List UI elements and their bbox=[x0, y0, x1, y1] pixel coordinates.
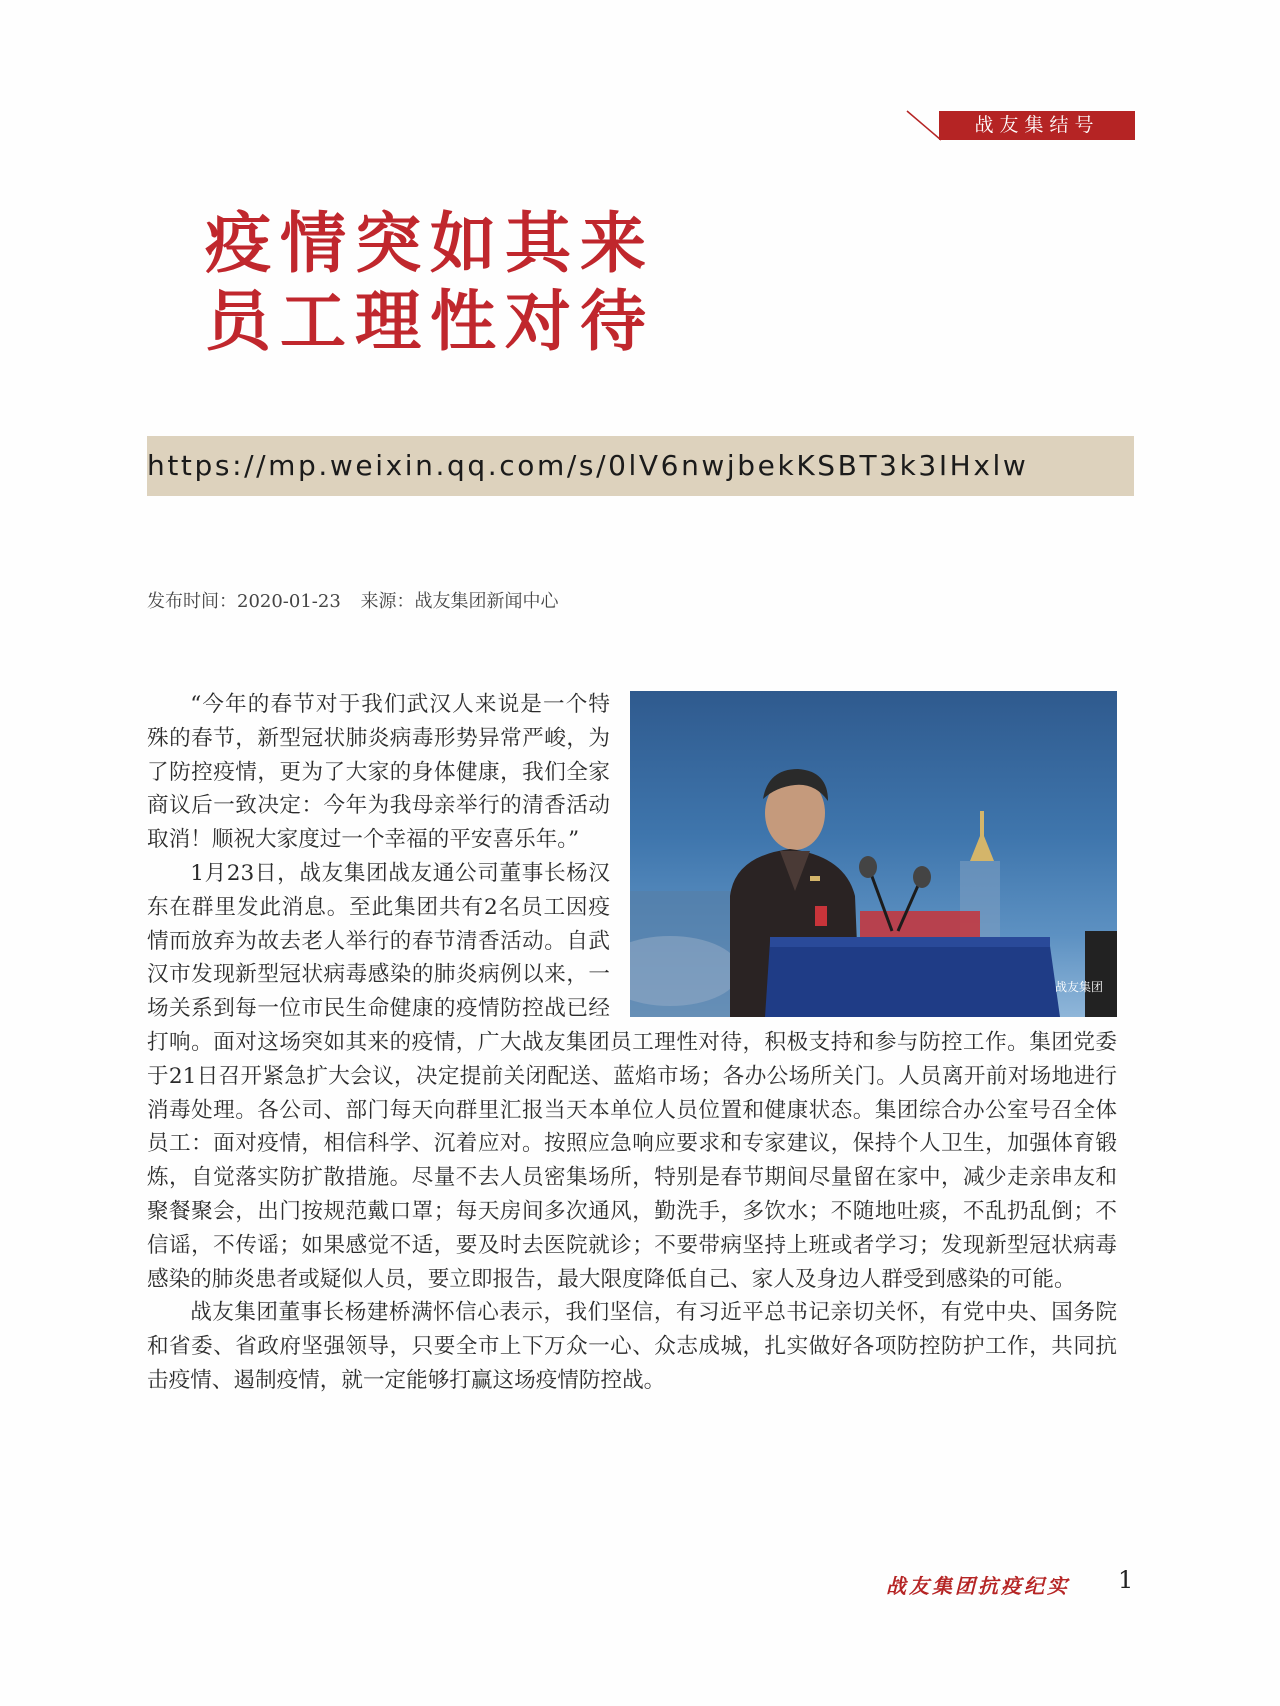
title-line-1: 疫情突如其来 bbox=[205, 205, 655, 282]
article-source: 来源：战友集团新闻中心 bbox=[360, 591, 559, 612]
speaker-photo bbox=[630, 691, 1117, 1017]
section-tag-label: 战友集结号 bbox=[939, 111, 1135, 140]
article-meta bbox=[147, 587, 573, 613]
paragraph-3: 战友集团董事长杨建桥满怀信心表示，我们坚信，有习近平总书记亲切关怀，有党中央、国务院和省委、省政府坚强领导，只要全市上下万众一心、众志成城，扎实做好各项防控防护工作，共同抗击疫情、遏制疫情，就一定能够打赢这场疫情防控战。 bbox=[147, 1300, 1117, 1393]
paragraph-2: 1月23日，战友集团战友通公司董事长杨汉东在群里发此消息。至此集团共有2名员工因疫情而放弃为故去老人举行的春节清香活动。自武汉市发现新型冠状病毒感染的肺炎病例以来，一场关系到每一位市民生命健康的疫情防控战已经打响。面对这场突如其来的疫情，广大战友集团员工理性对待，积极支持和参与防控工作。集团党委于21日召开紧急扩大会议，决定提前关闭配送、蓝焰市场；各办公场所关门。人员离开前对场地进行消毒处理。各公司、部门每天向群里汇报当天本单位人员位置和健康状态。集团综合办公室号召全体员工：面对疫情，相信科学、沉着应对。按照应急响应要求和专家建议，保持个人卫生，加强体育锻炼，自觉落实防扩散措施。尽量不去人员密集场所，特别是春节期间尽量留在家中，减少走亲串友和聚餐聚会，出门按规范戴口罩；每天房间多次通风，勤洗手，多饮水；不随地吐痰，不乱扔乱倒；不信谣，不传谣；如果感觉不适，要及时去医院就诊；不要带病坚持上班或者学习；发现新型冠状病毒感染的肺炎患者或疑似人员，要立即报告，最大限度降低自己、家人及身边人群受到感染的可能。 bbox=[147, 860, 1117, 1292]
title-line-2: 员工理性对待 bbox=[205, 283, 655, 360]
speaker-photo-illustration bbox=[630, 691, 1117, 1017]
url-band bbox=[147, 436, 1134, 496]
footer-publication-title: 战友集团抗疫纪实 bbox=[886, 1574, 1070, 1598]
section-tag bbox=[905, 108, 1135, 142]
paragraph-1: “今年的春节对于我们武汉人来说是一个特殊的春节，新型冠状肺炎病毒形势异常严峻，为了防控疫情，更为了大家的身体健康，我们全家商议后一致决定：今年为我母亲举行的清香活动取消！顺祝大家度过一个幸福的平安喜乐年。” bbox=[147, 692, 610, 853]
page-number: 1 bbox=[1118, 1566, 1134, 1594]
photo-watermark: 战友集团 bbox=[1054, 980, 1103, 995]
publish-time: 发布时间：2020-01-23 bbox=[147, 591, 341, 612]
article-title bbox=[205, 205, 905, 361]
article-url: https://mp.weixin.qq.com/s/0lV6nwjbekKSBT3k3IHxlw bbox=[147, 449, 1029, 482]
article-body bbox=[147, 688, 1117, 1398]
